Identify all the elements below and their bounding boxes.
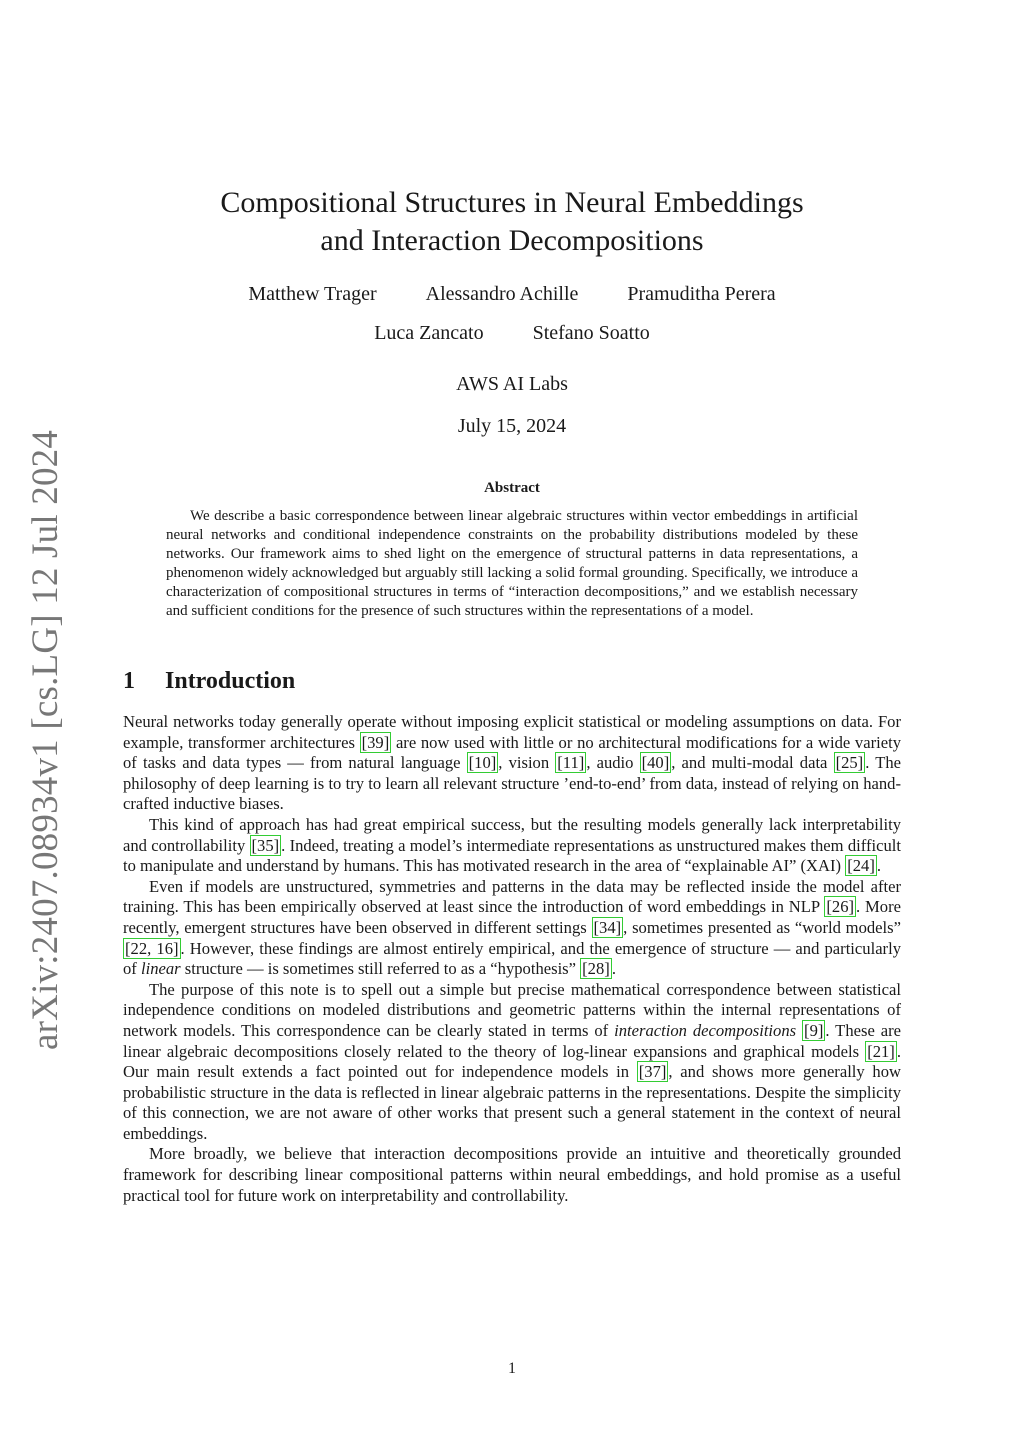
affiliation: AWS AI Labs <box>456 373 568 395</box>
citation-link[interactable]: [24] <box>847 856 875 876</box>
text-run: , audio <box>586 753 640 773</box>
text-run: . The philosophy of deep learning is to try to learn all relevant structure ’end-to-end’ from data, instead of relying on hand-crafted inductive biases. <box>123 753 901 814</box>
text-run: , sometimes presented as “world models” <box>623 917 901 937</box>
citation-link[interactable]: [37] <box>638 1062 667 1082</box>
text-run: Neural networks today generally operate without imposing explicit statistical or modeling assumptions on data. For example, transformer architectures <box>123 712 901 752</box>
emphasis-text: linear <box>140 959 181 979</box>
citation-link[interactable]: [25] <box>835 753 864 773</box>
author-row-1 <box>0 282 1024 306</box>
author-name: Stefano Soatto <box>532 322 650 344</box>
text-run: . <box>611 959 616 979</box>
text-run: Even if models are unstructured, symmetries and patterns in the data may be reflected inside the model after training. This has been empirically observed at least since the introduction of word embeddings in NLP <box>123 876 901 917</box>
text-run: . Indeed, treating a model’s intermediate representations as unstructured makes them difficult to manipulate and understand by humans. This has motivated research in the area of “explainable AI” (XAI) <box>123 835 901 876</box>
citation-link[interactable]: [26] <box>826 897 855 917</box>
citation-link[interactable]: [11] <box>557 753 585 773</box>
section-heading <box>123 668 295 695</box>
citation-link[interactable]: [9] <box>804 1020 824 1040</box>
paragraph <box>123 1144 901 1206</box>
title-line-2: and Interaction Decompositions <box>320 224 704 257</box>
page-number: 1 <box>508 1360 516 1377</box>
text-run: , and shows more generally how probabilistic structure in the data is reflected in linear algebraic patterns in the representations. Despite the simplicity of this connection, we are not aware of other works that present such a general statement in the context of neural embeddings. <box>123 1062 902 1143</box>
text-run: . More recently, emergent structures have been observed in different settings <box>123 897 901 937</box>
text-run: , vision <box>498 753 556 773</box>
paragraph <box>123 980 901 1145</box>
citation-link[interactable]: [22, 16] <box>125 938 179 958</box>
paragraph <box>123 815 901 877</box>
paragraph <box>123 877 901 980</box>
emphasis-text: interaction decompositions <box>614 1020 797 1040</box>
author-row-2 <box>0 321 1024 345</box>
abstract-text: We describe a basic correspondence between linear algebraic structures within vector embeddings in artificial neural networks and conditional independence constraints on the probability distributions modeled by these networks. Our framework aims to shed light on the emergence of structural patterns in data representations, a phenomenon widely acknowledged but arguably still lacking a solid formal grounding. Specifically, we introduce a characterization of compositional structures in terms of “interaction decompositions,” and we establish necessary and sufficient conditions for the presence of such structures within the representations of a model. <box>166 508 858 619</box>
text-run: The purpose of this note is to spell out a simple but precise mathematical correspondence between statistical independence conditions on modeled distributions and geometric patterns within the internal representations of network models. This correspondence can be clearly stated in terms of <box>123 979 901 1040</box>
citation-link[interactable]: [10] <box>468 753 497 773</box>
publication-date: July 15, 2024 <box>457 415 567 437</box>
citation-link[interactable]: [34] <box>593 917 622 937</box>
text-run: . However, these findings are almost entirely empirical, and the emergence of structure — and particularly of <box>123 938 901 979</box>
author-name: Pramuditha Perera <box>627 283 776 305</box>
section-title: Introduction <box>165 668 296 694</box>
citation-link[interactable]: [28] <box>582 959 610 979</box>
paragraph <box>123 712 901 815</box>
title-line-1: Compositional Structures in Neural Embeddings <box>220 186 804 219</box>
section-number: 1 <box>123 668 135 694</box>
text-run: , and multi-modal data <box>671 753 834 773</box>
text-run: . Our main result extends a fact pointed out for independence models in <box>123 1041 901 1082</box>
text-run: are now used with little or no architectural modifications for a wide variety of tasks and data types — from natural language <box>123 732 901 773</box>
paper-title <box>0 184 1024 260</box>
text-run: structure — is sometimes still referred to as a “hypothesis” <box>180 959 581 979</box>
text-run: More broadly, we believe that interaction decompositions provide an intuitive and theoretically grounded framework for describing linear compositional patterns within neural embeddings, and hold promise as a useful practical tool for future work on interpretability and controllability. <box>123 1144 901 1205</box>
author-name: Alessandro Achille <box>425 283 579 305</box>
author-name: Luca Zancato <box>374 322 484 344</box>
text-run: . These are linear algebraic decompositions closely related to the theory of log-linear expansions and graphical models <box>123 1020 901 1061</box>
author-name: Matthew Trager <box>248 283 377 305</box>
introduction-body <box>123 712 901 1206</box>
citation-link[interactable]: [40] <box>641 753 670 773</box>
citation-link[interactable]: [21] <box>867 1041 895 1061</box>
abstract-heading: Abstract <box>484 480 540 496</box>
citation-link[interactable]: [35] <box>251 835 280 855</box>
text-run: This kind of approach has had great empirical success, but the resulting models generally lack interpretability and controllability <box>123 814 901 855</box>
citation-link[interactable]: [39] <box>361 732 390 752</box>
arxiv-identifier-stamp: arXiv:2407.08934v1 [cs.LG] 12 Jul 2024 <box>25 429 66 1050</box>
text-run: . <box>876 856 882 876</box>
